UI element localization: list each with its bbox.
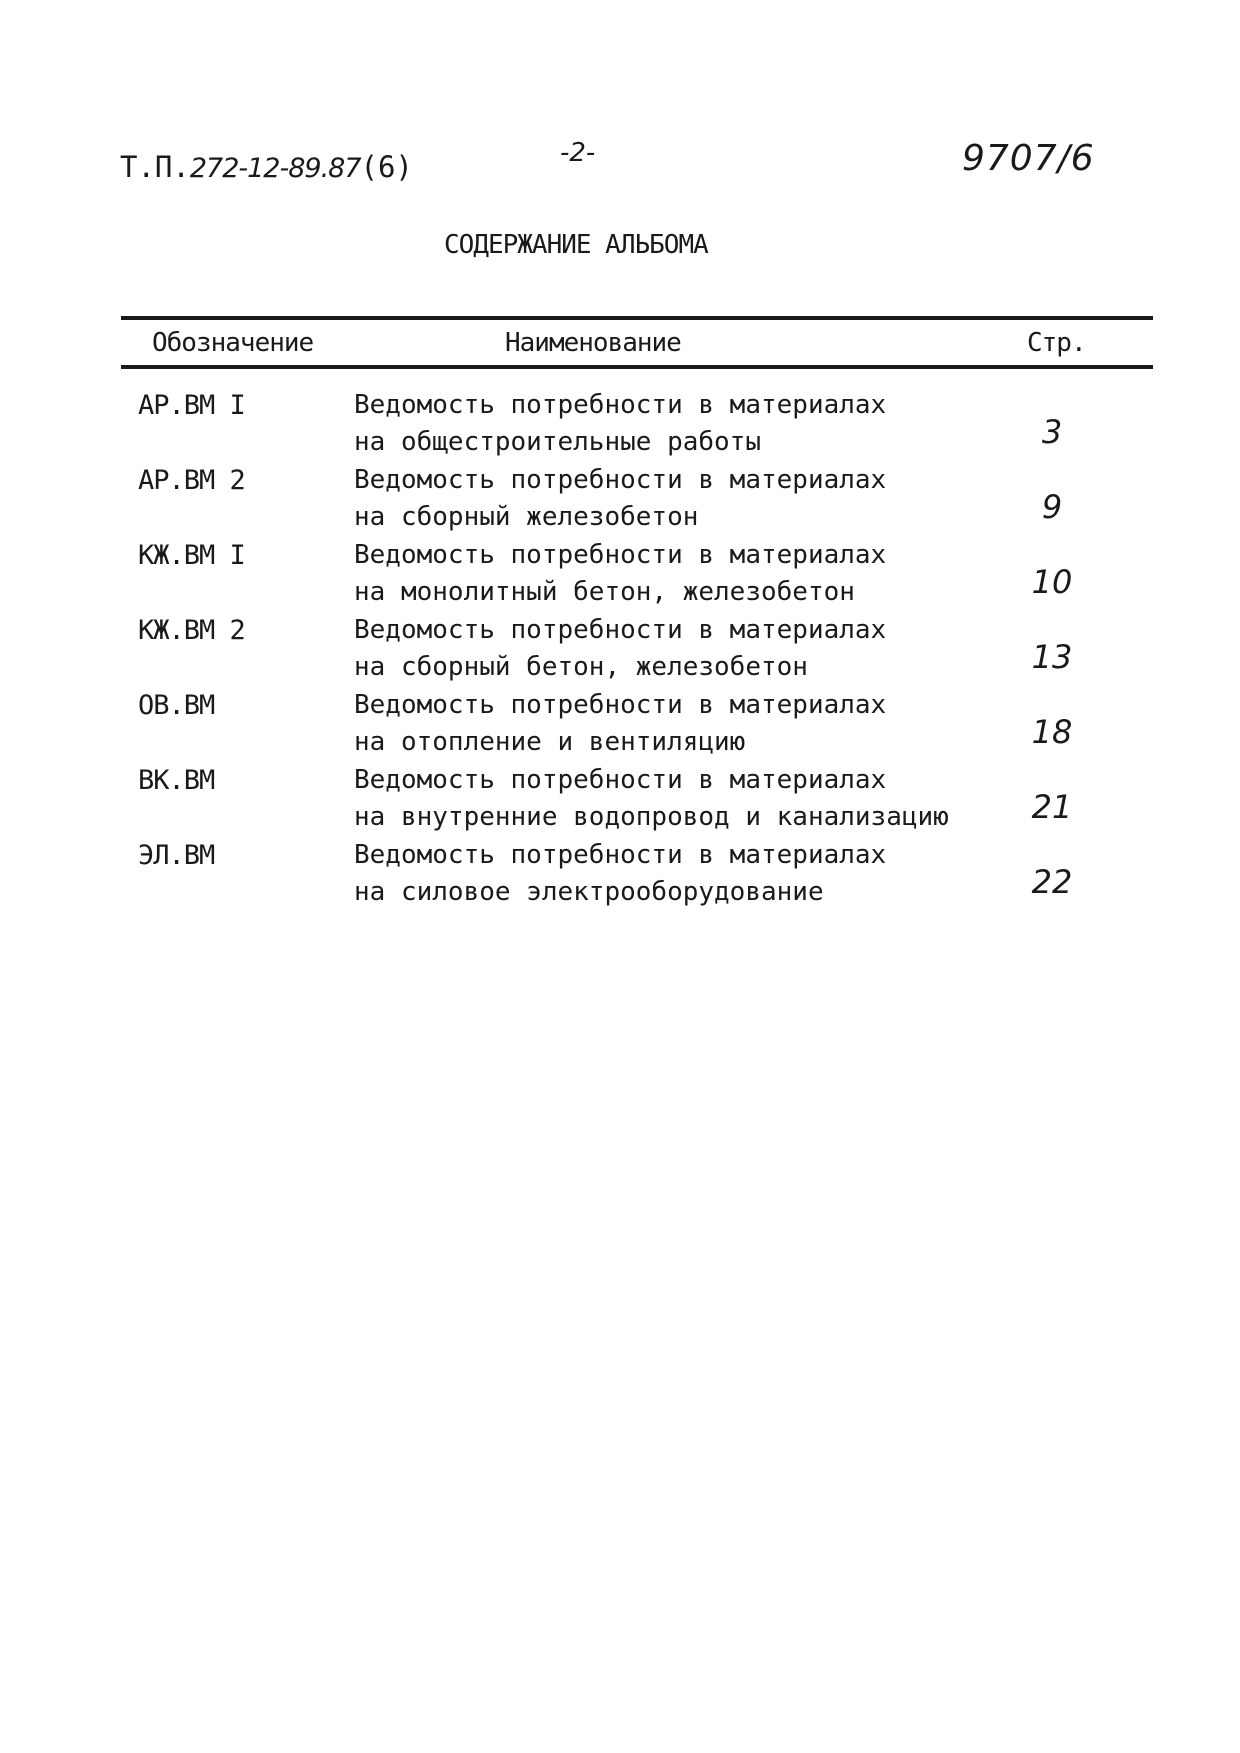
row-name-line1: Ведомость потребности в материалах	[354, 390, 887, 420]
row-name-line2: на силовое электрооборудование	[354, 877, 824, 907]
table-row	[0, 538, 1240, 613]
row-page: 13	[1031, 638, 1073, 676]
row-name-line2: на общестроительные работы	[354, 427, 761, 457]
table-row	[0, 463, 1240, 538]
contents-table-body	[0, 388, 1240, 913]
row-code: ОВ.ВМ	[138, 690, 215, 721]
row-page: 22	[1031, 863, 1073, 901]
row-code: КЖ.ВМ I	[138, 540, 245, 571]
row-name-line1: Ведомость потребности в материалах	[354, 615, 887, 645]
table-top-rule	[121, 316, 1153, 320]
row-page: 10	[1031, 563, 1073, 601]
row-name-line2: на сборный бетон, железобетон	[354, 652, 808, 682]
row-name-line1: Ведомость потребности в материалах	[354, 690, 887, 720]
table-row	[0, 388, 1240, 463]
row-name-line2: на монолитный бетон, железобетон	[354, 577, 855, 607]
doc-number-handwritten: 272-12-89.87	[189, 153, 361, 184]
row-name-line2: на сборный железобетон	[354, 502, 699, 532]
table-header-rule	[121, 365, 1153, 369]
table-row	[0, 838, 1240, 913]
row-code: АР.ВМ 2	[138, 465, 245, 496]
row-page: 21	[1031, 788, 1073, 826]
column-header-page: Стр.	[1027, 328, 1086, 358]
table-row	[0, 763, 1240, 838]
table-row	[0, 688, 1240, 763]
archive-number: 9707/6	[962, 138, 1095, 179]
page-title: СОДЕРЖАНИЕ АЛЬБОМА	[444, 230, 708, 260]
row-code: КЖ.ВМ 2	[138, 615, 245, 646]
column-header-code: Обозначение	[152, 328, 314, 358]
row-code: ВК.ВМ	[138, 765, 215, 796]
row-name-line1: Ведомость потребности в материалах	[354, 840, 887, 870]
row-code: АР.ВМ I	[138, 390, 245, 421]
doc-prefix: Т.П.	[120, 150, 190, 184]
row-name-line1: Ведомость потребности в материалах	[354, 765, 887, 795]
row-name-line1: Ведомость потребности в материалах	[354, 465, 887, 495]
row-name-line1: Ведомость потребности в материалах	[354, 540, 887, 570]
row-page: 3	[1041, 413, 1063, 451]
document-designation	[120, 150, 413, 184]
row-page: 18	[1031, 713, 1073, 751]
page-number: -2-	[560, 138, 596, 168]
row-name-line2: на внутренние водопровод и канализацию	[354, 802, 949, 832]
table-row	[0, 613, 1240, 688]
doc-suffix: (6)	[360, 150, 413, 184]
column-header-name: Наименование	[505, 328, 681, 358]
row-page: 9	[1041, 488, 1063, 526]
row-code: ЭЛ.ВМ	[138, 840, 215, 871]
row-name-line2: на отопление и вентиляцию	[354, 727, 746, 757]
